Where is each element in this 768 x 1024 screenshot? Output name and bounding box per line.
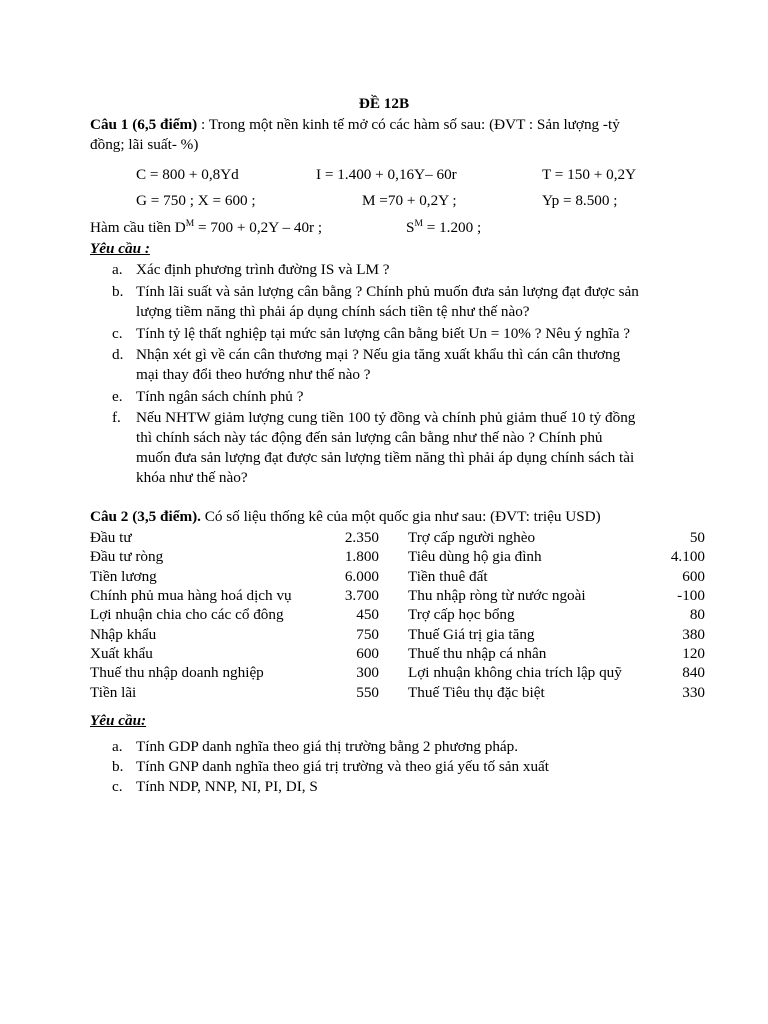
data-label: Thuế Tiêu thụ đặc biệt xyxy=(408,684,545,701)
data-value: 550 xyxy=(356,684,379,701)
data-label: Tiền lương xyxy=(90,568,157,585)
data-label: Thu nhập ròng từ nước ngoài xyxy=(408,587,586,604)
q2-item-c-text: Tính NDP, NNP, NI, PI, DI, S xyxy=(136,778,318,795)
q1-item-c-marker: c. xyxy=(112,325,123,342)
data-value: 330 xyxy=(682,684,705,701)
money-supply-sup: M xyxy=(414,219,423,229)
data-value: 450 xyxy=(356,606,379,623)
data-value: 600 xyxy=(682,568,705,585)
equation-money-supply xyxy=(406,218,481,238)
q1-heading: Câu 1 (6,5 điểm) xyxy=(90,116,198,133)
q1-item-b-line2: lượng tiềm năng thì phải áp dụng chính sách tiền tệ như thế nào? xyxy=(136,303,530,320)
q2-intro-text: Có số liệu thống kê của một quốc gia như sau: (ĐVT: triệu USD) xyxy=(200,508,601,525)
equation-imports: M =70 + 0,2Y ; xyxy=(362,192,457,209)
money-supply-prefix: S xyxy=(406,219,415,236)
data-value: 840 xyxy=(682,664,705,681)
equation-potential-output: Yp = 8.500 ; xyxy=(542,192,618,209)
equation-money-demand xyxy=(90,218,322,238)
q1-item-e-marker: e. xyxy=(112,388,123,405)
q1-item-f-line2: thì chính sách này tác động đến sản lượng cân bằng như thế nào ? Chính phủ xyxy=(136,429,603,446)
q1-item-f-line3: muốn đưa sản lượng đạt được sản lượng tiềm năng thì phải áp dụng chính sách tài xyxy=(136,449,635,466)
q1-requirements-label: Yêu cầu : xyxy=(90,240,150,257)
q1-intro-text: : Trong một nền kinh tế mở có các hàm số sau: (ĐVT : Sản lượng -tỷ xyxy=(197,116,620,133)
data-value: 80 xyxy=(689,606,705,623)
data-label: Tiền thuê đất xyxy=(408,568,488,585)
q1-intro-line1 xyxy=(90,115,620,135)
data-value: 6.000 xyxy=(344,568,379,585)
data-label: Đầu tư ròng xyxy=(90,548,164,565)
data-label: Thuế thu nhập doanh nghiệp xyxy=(90,664,264,681)
q1-item-e-text: Tính ngân sách chính phủ ? xyxy=(136,388,304,405)
q1-item-f-line4: khóa như thế nào? xyxy=(136,469,248,486)
q2-item-a-marker: a. xyxy=(112,738,123,755)
q1-item-b-marker: b. xyxy=(112,283,124,300)
data-label: Lợi nhuận không chia trích lập quỹ xyxy=(408,664,622,681)
data-value: 50 xyxy=(689,529,705,546)
q2-item-b-marker: b. xyxy=(112,758,124,775)
q2-requirements-label: Yêu cầu: xyxy=(90,712,147,729)
q1-item-d-line2: mại thay đổi theo hướng như thế nào ? xyxy=(136,366,371,383)
data-value: 120 xyxy=(682,645,705,662)
data-value: 600 xyxy=(356,645,379,662)
q1-item-b-line1: Tính lãi suất và sản lượng cân bằng ? Chính phủ muốn đưa sản lượng đạt được sản xyxy=(136,283,639,300)
money-demand-suffix: = 700 + 0,2Y – 40r ; xyxy=(194,219,323,236)
q1-item-a-text: Xác định phương trình đường IS và LM ? xyxy=(136,261,390,278)
q2-heading: Câu 2 (3,5 điểm). xyxy=(90,508,201,525)
data-label: Thuế thu nhập cá nhân xyxy=(408,645,547,662)
data-label: Tiêu dùng hộ gia đình xyxy=(408,548,542,565)
data-label: Tiền lãi xyxy=(90,684,137,701)
q2-item-a-text: Tính GDP danh nghĩa theo giá thị trường bằng 2 phương pháp. xyxy=(136,738,519,755)
money-supply-suffix: = 1.200 ; xyxy=(422,219,482,236)
q1-item-d-marker: d. xyxy=(112,346,124,363)
q1-item-c-text: Tính tỷ lệ thất nghiệp tại mức sản lượng cân bằng biết Un = 10% ? Nêu ý nghĩa ? xyxy=(136,325,631,342)
q1-item-d-line1: Nhận xét gì về cán cân thương mại ? Nếu gia tăng xuất khẩu thì cán cân thương xyxy=(136,346,621,363)
data-label: Nhập khẩu xyxy=(90,626,157,643)
q1-item-f-line1: Nếu NHTW giảm lượng cung tiền 100 tỷ đồng và chính phủ giảm thuế 10 tỷ đồng xyxy=(136,409,636,426)
document-title: ĐỀ 12B xyxy=(358,95,410,112)
data-value: 2.350 xyxy=(344,529,379,546)
q2-item-b-text: Tính GNP danh nghĩa theo giá trị trường và theo giá yếu tố sản xuất xyxy=(136,758,550,775)
data-value: -100 xyxy=(677,587,705,604)
data-value: 300 xyxy=(356,664,379,681)
equation-tax: T = 150 + 0,2Y xyxy=(542,166,637,183)
equation-investment: I = 1.400 + 0,16Y– 60r xyxy=(316,166,457,183)
q1-intro-line2: đồng; lãi suất- %) xyxy=(90,136,199,153)
data-value: 1.800 xyxy=(344,548,379,565)
data-label: Trợ cấp học bổng xyxy=(408,606,515,623)
data-value: 4.100 xyxy=(670,548,705,565)
money-demand-prefix: Hàm cầu tiền D xyxy=(90,219,186,236)
q2-item-c-marker: c. xyxy=(112,778,123,795)
data-label: Trợ cấp người nghèo xyxy=(408,529,536,546)
q1-item-f-marker: f. xyxy=(112,409,121,426)
data-label: Đầu tư xyxy=(90,529,132,546)
equation-consumption: C = 800 + 0,8Yd xyxy=(136,166,239,183)
money-demand-sup: M xyxy=(185,219,195,229)
equation-government-exports: G = 750 ; X = 600 ; xyxy=(136,192,256,209)
data-label: Thuế Giá trị gia tăng xyxy=(408,626,535,643)
data-value: 3.700 xyxy=(344,587,379,604)
data-value: 750 xyxy=(356,626,379,643)
q1-item-a-marker: a. xyxy=(112,261,123,278)
data-label: Lợi nhuận chia cho các cổ đông xyxy=(90,606,284,623)
data-label: Chính phủ mua hàng hoá dịch vụ xyxy=(90,587,292,604)
data-label: Xuất khẩu xyxy=(90,645,153,662)
q2-intro xyxy=(90,507,601,527)
data-value: 380 xyxy=(682,626,705,643)
